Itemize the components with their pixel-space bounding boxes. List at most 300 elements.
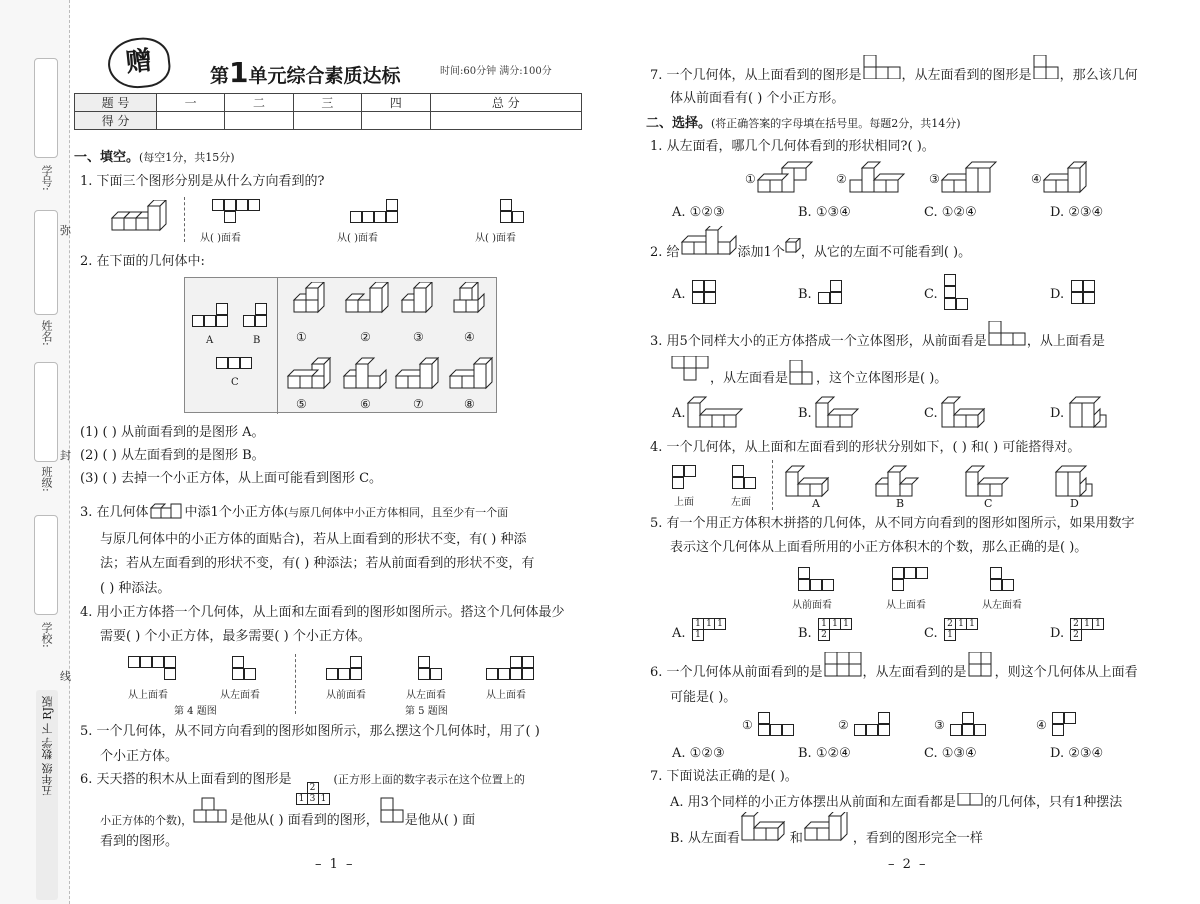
q7-text: ，那么该几何 [1059,68,1138,83]
section-2-note: (将正确答案的字母填在括号里。每题2分，共14分) [711,117,961,130]
solid-number: ④ [464,330,475,344]
c7-text: ，看到的图形完全一样 [852,831,983,846]
score-header-cell: 题 号 [75,94,157,112]
c3-text: ，这个立体图形是( )。 [816,371,948,386]
dashed-divider [295,654,296,714]
view-square [418,668,430,680]
c2-text: 添加1个 [737,245,785,260]
view-square [522,656,534,668]
score-cell[interactable] [430,112,582,130]
c6-text: ，从左面看到的是 [862,665,967,680]
view-square [944,274,956,286]
view-square [1083,292,1095,304]
q7-text: ，从左面看到的图形是 [901,68,1032,83]
c4-letter[interactable]: C [984,497,993,510]
view-square [962,712,974,724]
view-square [758,724,770,736]
gift-badge: 赠 [106,35,173,91]
grid-cell: 2 [307,783,318,794]
score-row [75,112,582,130]
view-square [830,292,842,304]
option-b[interactable]: B. ①②④ [798,746,851,761]
c3-inline-figure [987,329,1027,345]
c7-text: 和 [789,831,803,846]
score-cell[interactable] [225,112,293,130]
option-letter[interactable]: A. [672,406,686,421]
q1-caption: 从( )面看 [200,233,241,244]
question-5-line-2: 个小正方体。 [100,749,179,764]
grid-cell: 2 [819,630,830,641]
view-square [350,668,362,680]
q6-text: 6. 天天搭的积木从上面看到的图形是 [80,772,292,787]
grid-cell: 1 [296,794,307,805]
question-2-1: (1) ( ) 从前面看到的是图形 A。 [80,425,265,440]
view-square [904,567,916,579]
option-letter[interactable]: A. [672,626,686,641]
c2-inline-figure [680,240,738,256]
grid-cell: 1 [956,619,967,630]
c5-option-grid [692,618,726,641]
solid-number: ② [360,330,371,344]
c6-inline-figure [967,660,995,676]
q5-figure-label: 第 5 题图 [405,706,448,717]
q3-text: 中添1个小正方体 [184,505,284,520]
c5-option-grid [1070,618,1104,641]
q6-inline-figure [379,806,405,832]
view-square [944,286,956,298]
solid-number: ⑤ [296,397,307,411]
c5-caption: 从前面看 [792,600,832,611]
question-3-line-1 [80,502,508,521]
view-square [974,724,986,736]
q2-label: B [253,335,261,346]
view-square [500,199,512,211]
c3-text: ，从上面看是 [1026,334,1105,349]
view-square [818,292,830,304]
option-letter[interactable]: D. [1050,287,1065,302]
choice-5-line-2: 表示这个几何体从上面看所用的小正方体积木的个数，那么正确的是( )。 [670,540,1088,555]
view-square [128,656,140,668]
q1-caption: 从( )面看 [475,233,516,244]
option-letter[interactable]: C. [924,626,938,641]
score-cell[interactable] [362,112,430,130]
school-label: 学校: [40,622,53,648]
q6-inline-figure [192,806,230,832]
option-c[interactable]: C. ①②④ [924,205,977,220]
solid-number: ⑧ [464,397,475,411]
view-square [338,668,350,680]
view-square [758,712,770,724]
solid-number: ③ [413,330,424,344]
c4-letter[interactable]: B [896,497,905,510]
view-square [204,315,216,327]
q2-label: C [231,377,239,388]
view-square [1002,579,1014,591]
c3-inline-figure [670,366,710,382]
school-slot [34,515,58,615]
view-square [374,211,386,223]
c3-inline-figure [788,366,816,382]
view-square [362,211,374,223]
c2-text: ，从它的左面不可能看到( )。 [800,245,972,260]
choice-6-line-2: 可能是( )。 [670,690,737,705]
c4-letter[interactable]: A [812,497,820,510]
view-square [228,357,240,369]
q7-text: 7. 一个几何体，从上面看到的图形是 [650,68,862,83]
score-table [74,93,582,130]
solid-number: ② [836,172,847,186]
solid-number: ③ [934,718,945,732]
view-square [164,656,176,668]
book-tag [36,690,58,900]
question-4-line-1: 4. 用小正方体搭一个几何体，从上面和左面看到的图形如图所示。搭这个几何体最少 [80,605,565,620]
view-square [1083,280,1095,292]
view-square [684,465,696,477]
view-square [892,579,904,591]
choice-6-line-1 [650,660,1138,681]
view-square [326,668,338,680]
view-square [822,579,834,591]
grid-cell [1082,630,1093,641]
choice-3-line-1 [650,329,1105,350]
q5-caption: 从上面看 [486,690,526,701]
option-letter[interactable]: D. [1050,406,1065,421]
view-square [878,712,890,724]
c7-inline-figure [740,826,790,842]
view-square [216,357,228,369]
q4-caption: 从左面看 [220,690,260,701]
class-slot [34,362,58,462]
view-square [1071,280,1083,292]
grid-cell: 1 [693,630,704,641]
cut-mark: 线 [60,670,71,683]
section-1-heading [74,150,235,166]
view-square [770,724,782,736]
grid-cell [296,783,307,794]
c4-letter[interactable]: D [1070,497,1079,510]
c6-text: 6. 一个几何体从前面看到的是 [650,665,823,680]
grid-cell: 1 [1082,619,1093,630]
view-square [1052,724,1064,736]
grid-cell [967,630,978,641]
question-2: 2. 在下面的几何体中: [80,254,205,269]
class-label: 班级: [40,466,53,492]
option-d[interactable]: D. ②③④ [1050,746,1104,761]
view-square [248,199,260,211]
option-letter[interactable]: B. [798,626,812,641]
view-square [798,579,810,591]
view-square [704,292,716,304]
option-a[interactable]: A. ①②③ [672,746,725,761]
view-square [386,211,398,223]
score-header-cell: 三 [293,94,361,112]
choice-3-line-2 [670,366,947,387]
grid-cell: 1 [945,630,956,641]
view-square [140,656,152,668]
view-square [192,315,204,327]
view-square [255,303,267,315]
solid-number: ① [296,330,307,344]
exam-meta: 时间:60分钟 满分:100分 [440,66,552,77]
q3-text: 3. 在几何体 [80,505,149,520]
view-square [732,477,744,489]
c7-text: A. 用3个同样的小正方体摆出从前面和左面看都是 [670,795,956,810]
grid-cell [1093,630,1104,641]
view-square [1064,712,1076,724]
q6-text: (正方形上面的数字表示在这个位置上的 [333,773,525,786]
score-header-cell: 二 [225,94,293,112]
view-square [744,477,756,489]
c3-text: 3. 用5个同样大小的正方体搭成一个立体图形，从前面看是 [650,334,987,349]
question-7-line-2: 体从前面看有( ) 个小正方形。 [670,91,845,106]
view-square [866,724,878,736]
question-6-line-3: 看到的图形。 [100,834,179,849]
view-square [232,656,244,668]
view-square [224,211,236,223]
binding-strip [0,0,70,904]
score-header-row [75,94,582,112]
choice-4: 4. 一个几何体，从上面和左面看到的形状分别如下，( ) 和( ) 可能搭得对。 [650,440,1081,455]
solid-number: ① [745,172,756,186]
section-1-note: (每空1分，共15分) [139,151,235,164]
c7-inline-figure [803,826,853,842]
view-square [830,280,842,292]
view-square [240,357,252,369]
view-square [152,656,164,668]
score-cell[interactable] [293,112,361,130]
view-square [962,724,974,736]
c4-solids [782,462,1112,498]
option-letter[interactable]: D. [1050,626,1065,641]
dashed-divider [772,460,773,510]
option-b[interactable]: B. ①③④ [798,205,851,220]
grid-cell: 1 [1093,619,1104,630]
grid-cell: 1 [841,619,852,630]
view-square [500,211,512,223]
solid-number: ① [742,718,753,732]
question-3-line-2: 与原几何体中的小正方体的面贴合)，若从上面看到的形状不变，有( ) 种添 [100,532,527,547]
q6-text: 小正方体的个数)， [100,814,193,827]
book-tag-text: 五年级 数学 下 RJ版 [41,696,54,797]
question-6-line-2 [100,806,475,832]
option-d[interactable]: D. ②③④ [1050,205,1104,220]
title-prefix: 第 [210,65,230,87]
grid-cell: 1 [819,619,830,630]
solid-number: ③ [929,172,940,186]
option-c[interactable]: C. ①③④ [924,746,977,761]
view-square [232,668,244,680]
option-letter[interactable]: C. [924,287,938,302]
view-square [672,477,684,489]
view-square [430,668,442,680]
cube-icon [785,240,801,256]
section-2-title: 二、选择。 [646,116,712,131]
view-square [944,298,956,310]
grid-cell: 1 [693,619,704,630]
solid-number: ② [838,718,849,732]
c2-text: 2. 给 [650,245,680,260]
view-square [212,199,224,211]
grid-cell: 2 [1071,630,1082,641]
c5-option-grid [818,618,852,641]
grid-cell [830,630,841,641]
question-2-2: (2) ( ) 从左面看到的是图形 B。 [80,448,265,463]
question-4-line-2: 需要( ) 个小正方体，最多需要( ) 个小正方体。 [100,629,371,644]
dashed-divider [184,197,185,242]
c5-caption: 从上面看 [886,600,926,611]
q7-inline-figure [862,63,902,79]
grid-cell: 3 [307,794,318,805]
grid-cell: 2 [1071,619,1082,630]
page-number: – 2 – [888,857,928,872]
student-id-label: 学号: [40,165,53,191]
question-3-line-3: 法；若从左面看到的形状不变，有( ) 种添法；若从前面看到的形状不变，有 [100,556,535,571]
question-2-3: (3) ( ) 去掉一个小正方体，从上面可能看到图形 C。 [80,471,383,486]
grid-cell: 1 [318,794,329,805]
grid-cell [318,783,329,794]
c5-caption: 从左面看 [982,600,1022,611]
page-number: – 1 – [315,857,355,872]
student-id-slot [34,58,58,158]
section-2-heading [646,116,961,132]
cut-mark: 弥 [60,224,71,237]
option-letter[interactable]: C. [924,406,938,421]
view-square [216,315,228,327]
q5-caption: 从左面看 [406,690,446,701]
c3-text: ，从左面看是 [710,371,789,386]
view-square [990,567,1002,579]
view-square [486,668,498,680]
view-square [244,668,256,680]
view-square [692,280,704,292]
q6-text: 是他从( ) 面看到的图形， [230,813,379,828]
q3-inline-figure [149,502,185,521]
grid-cell [704,630,715,641]
page-title [210,56,401,89]
view-square [350,656,362,668]
grid-cell [841,630,852,641]
question-5-line-1: 5. 一个几何体，从不同方向看到的图形如图所示，那么摆这个几何体时，用了( ) [80,724,540,739]
option-a[interactable]: A. ①②③ [672,205,725,220]
view-square [350,211,362,223]
choice-7-option-a[interactable] [670,792,1122,811]
option-letter[interactable]: B. [798,406,812,421]
question-6-line-1 [80,772,525,805]
score-header-cell: 一 [157,94,225,112]
score-cell[interactable] [157,112,225,130]
view-square [236,199,248,211]
c4-caption: 左面 [731,497,751,508]
q1-solid-figure [108,200,170,238]
view-square [512,211,524,223]
view-square [956,298,968,310]
solid-number: ④ [1031,172,1042,186]
view-square [1071,292,1083,304]
option-letter[interactable]: B. [798,287,812,302]
view-square [798,567,810,579]
view-square [418,656,430,668]
solid-number: ⑥ [360,397,371,411]
view-square [916,567,928,579]
view-square [510,668,522,680]
title-number: 1 [229,56,249,89]
q7-inline-figure [1032,63,1060,79]
c4-caption: 上面 [674,497,694,508]
q3-text: (与原几何体中小正方体相同，且至少有一个面 [283,506,509,519]
c7-text: B. 从左面看 [670,831,740,846]
view-square [498,668,510,680]
view-square [732,465,744,477]
choice-7-option-b[interactable] [670,826,983,847]
name-label: 姓名: [40,320,53,346]
grid-cell: 1 [704,619,715,630]
choice-1: 1. 从左面看，哪几个几何体看到的形状相同?( )。 [650,139,935,154]
grid-cell: 2 [945,619,956,630]
view-square [878,724,890,736]
q6-number-grid [296,782,330,805]
c6-text: ，则这个几何体从上面看 [994,665,1138,680]
q2-label: A [206,335,214,346]
view-square [810,579,822,591]
view-square [782,724,794,736]
name-slot [34,210,58,315]
solid-number: ④ [1036,718,1047,732]
view-square [1052,712,1064,724]
grid-cell: 1 [967,619,978,630]
view-square [522,668,534,680]
view-square [255,315,267,327]
grid-cell [715,630,726,641]
view-square [950,724,962,736]
question-3-line-4: ( ) 种添法。 [100,581,171,596]
q2-solids [282,282,497,410]
view-square [854,724,866,736]
view-square [386,199,398,211]
q1-caption: 从( )面看 [337,233,378,244]
view-square [216,303,228,315]
q6-text: 是他从( ) 面 [404,813,476,828]
question-7-line-1 [650,63,1138,84]
c7-inline-figure [956,792,984,806]
c5-option-grid [944,618,978,641]
c6-inline-figure [823,660,863,676]
grid-cell [956,630,967,641]
q4-caption: 从上面看 [128,690,168,701]
grid-cell: 1 [830,619,841,630]
title-text: 单元综合素质达标 [248,65,401,87]
choice-7: 7. 下面说法正确的是( )。 [650,769,798,784]
q5-caption: 从前面看 [326,690,366,701]
view-square [990,579,1002,591]
view-square [692,292,704,304]
choice-2 [650,240,971,261]
cut-mark: 封 [60,449,71,462]
c7-text: 的几何体，只有1种摆法 [983,795,1123,810]
question-1: 1. 下面三个图形分别是从什么方向看到的? [80,174,325,189]
option-letter[interactable]: A. [672,287,686,302]
view-square [672,465,684,477]
score-header-cell: 总 分 [430,94,582,112]
section-1-title: 一、填空。 [74,150,140,165]
view-square [243,315,255,327]
score-row-label: 得 分 [75,112,157,130]
score-header-cell: 四 [362,94,430,112]
grid-cell: 1 [715,619,726,630]
solid-number: ⑦ [413,397,424,411]
choice-5-line-1: 5. 有一个用正方体积木拼搭的几何体，从不同方向看到的图形如图所示，如果用数字 [650,516,1135,531]
view-square [510,656,522,668]
view-square [892,567,904,579]
